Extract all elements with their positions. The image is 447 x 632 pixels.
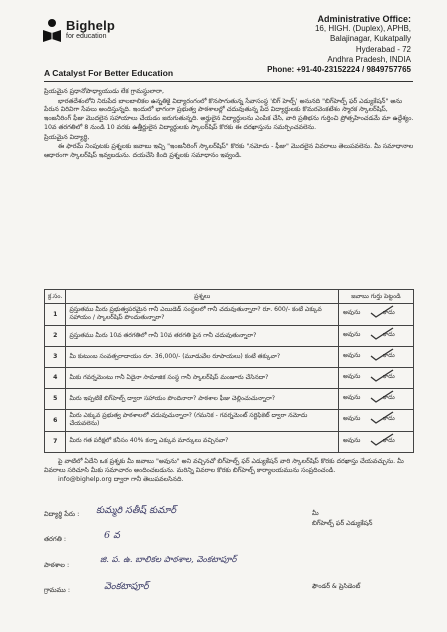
answer-cell[interactable]: [339, 388, 414, 409]
office-title: Administrative Office:: [317, 14, 411, 24]
header-divider: [44, 81, 413, 82]
signature-line-2: బిగ్‌హెల్ప్ ఫర్ ఎడ్యుకేషన్: [312, 520, 373, 527]
student-greeting: ప్రియమైన విద్యార్థి,: [44, 133, 90, 141]
row-question: మీ కుటుంబ సంవత్సరాదాయం రూ. 36,000/- (మూడువేల రూపాయలు) కంటే తక్కువా?: [66, 346, 339, 367]
row-number: 3: [45, 346, 66, 367]
row-number: 7: [45, 431, 66, 452]
office-address: [251, 14, 411, 75]
letter-body: [44, 88, 414, 162]
closing-text: [44, 458, 414, 486]
row-number: 6: [45, 409, 66, 431]
yes-option[interactable]: అవును: [343, 414, 361, 422]
table-row: [45, 367, 414, 388]
village-field[interactable]: వెంకటాపూర్: [104, 581, 149, 592]
row-number: 4: [45, 367, 66, 388]
address-line: Hyderabad - 72: [355, 44, 411, 54]
table-row: [45, 325, 414, 346]
student-name-field[interactable]: కుమ్మరి సతీష్ కుమార్: [96, 505, 177, 516]
tagline: A Catalyst For Better Education: [44, 68, 174, 78]
table-row: [45, 346, 414, 367]
signature-line-1: మీ: [312, 510, 319, 517]
address-line: 16, HIGH. (Duplex), APHB,: [314, 24, 411, 34]
signature-title: ఫౌండర్ & ప్రెసిడెంట్: [312, 583, 361, 590]
answer-cell[interactable]: [339, 431, 414, 452]
yes-option[interactable]: అవును: [343, 351, 361, 359]
no-option[interactable]: కాదు: [383, 309, 395, 316]
school-label: పాఠశాల :: [44, 561, 70, 569]
no-option[interactable]: కాదు: [383, 436, 395, 444]
row-number: 1: [45, 304, 66, 326]
row-question: మీకు గవర్నమెంటు గానీ ఏదైనా సామాజిక సంస్థ గానీ స్కాలర్‌షిప్ మంజూరు చేసినదా?: [66, 367, 339, 388]
row-question: ప్రస్తుతము మీరు ప్రభుత్వపరమైన గానీ ఎయిడెడ్ సంస్థలలో గానీ చదువుతున్నారా? రూ. 600/- కంటే ఎక్కువ సహాయం / స్కాలర్‌షిప్ పొందుతున్నారా?: [66, 304, 339, 326]
instructions-paragraph: ఈ ఫారమ్ నింపుటకు ప్రశ్నలకు జవాబు ఇచ్చి "ఇంజనీరింగ్ స్కాలర్‌షిప్" కొరకు "నమోదు - ఫీజు" మొదలైన వివరాలు తెలుపవలెను. మీ సమాధానాల ఆధారంగా స్కాలర్‌షిప్ ఇవ్వబడును. దయచేసి కింది ప్రశ్నలకు సమాధానం ఇవ్వండి.: [44, 143, 414, 159]
yes-option[interactable]: అవును: [343, 330, 361, 338]
yes-option[interactable]: అవును: [343, 393, 361, 401]
student-name-label: విద్యార్థి పేరు :: [44, 510, 80, 518]
logo-title: Bighelp: [66, 18, 116, 33]
answer-cell[interactable]: [339, 346, 414, 367]
class-label: తరగతి :: [44, 535, 67, 543]
row-question: మీరు ఇప్పటికే బిగ్‌హెల్ప్ ద్వారా సహాయం పొందినారా? పాఠశాల ఫీజు చెల్లించుచున్నారా?: [66, 388, 339, 409]
table-row: [45, 304, 414, 326]
answer-cell[interactable]: [339, 304, 414, 326]
eligibility-table: [44, 289, 414, 453]
address-line: Andhra Pradesh, INDIA: [327, 54, 411, 64]
closing-paragraph: పై వాటిలో ఏదేని ఒక ప్రశ్నకు మీ జవాబు "అవును" అని వచ్చినచో బిగ్‌హెల్ప్ ఫర్ ఎడ్యుకేషన్ వారి స్కాలర్‌షిప్ కొరకు దరఖాస్తు చేయవచ్చును. మీ వివరాలు సరిచూసి మీకు సమాచారం అందించబడును. మరిన్ని వివరాల కొరకు బిగ్‌హెల్ప్ కార్యాలయమును సంప్రదించండి.: [44, 458, 404, 474]
no-option[interactable]: కాదు: [383, 330, 395, 338]
no-option[interactable]: కాదు: [383, 393, 395, 401]
row-number: 5: [45, 388, 66, 409]
table-row: [45, 388, 414, 409]
yes-option[interactable]: అవును: [343, 436, 361, 444]
no-option[interactable]: కాదు: [383, 351, 395, 359]
contact-line: info@bighelp.org ద్వారా గానీ తెలుపవలసినది.: [58, 476, 184, 484]
bighelp-logo: [42, 16, 116, 46]
salutation: ప్రియమైన ప్రధానోపాధ్యాయుడు లేక గ్రామస్థులారా,: [44, 88, 165, 95]
row-number: 2: [45, 325, 66, 346]
no-option[interactable]: కాదు: [383, 372, 395, 380]
logo-subtitle: for education: [66, 33, 107, 40]
table-row: [45, 409, 414, 431]
row-question: ప్రస్తుతము మీరు 10వ తరగతిలో గానీ 10వ తరగతి పైన గానీ చదువుతున్నారా?: [66, 325, 339, 346]
header-question: ప్రశ్నలు: [66, 290, 339, 304]
yes-option[interactable]: అవును: [343, 309, 361, 316]
answer-cell[interactable]: [339, 409, 414, 431]
row-question: మీరు ఎక్కువ ప్రభుత్వ పాఠశాలలో చదువుచున్నారా? (గమనిక - గవర్నమెంట్ సర్టిఫికెట్ ద్వారా నమోదు చేయవలెను): [66, 409, 339, 431]
intro-paragraph: భారతదేశంలోని నిరుపేద బాలబాలికల ఉన్నతికై విద్యారంగంలో కొనసాగుతున్న సేవాసంస్థ 'బిగ్ హెల్ప్' అనునది "బిగ్‌హెల్ప్ ఫర్ ఎడ్యుకేషన్" అను పేరున విరివిగా సేవలు అందిస్తున్నది. ఇందులో భాగంగా ప్రభుత్వ పాఠశాలల్లో చదువుతున్న పేద విద్యార్థులకు కొమరవెంకటేశం స్మారక స్కాలర్‌షిప్, ఇంజనీరింగ్ ఫీజు మొదలైన సహాయాలు చేయడం జరుగుతున్నది. అర్హులైన విద్యార్థులను ఎంపిక చేసి, వారి ప్రతిభను గుర్తించి ప్రోత్సహించడమే మా ఉద్దేశ్యం. 10వ తరగతిలో 8 నుండి 10 వరకు ఉత్తీర్ణులైన విద్యార్థులకు స్కాలర్‌షిప్ కొరకు ఈ దరఖాస్తును సమర్పించవలెను.: [44, 97, 414, 131]
header-serial: క్ర.సం.: [45, 290, 66, 304]
answer-cell[interactable]: [339, 325, 414, 346]
answer-cell[interactable]: [339, 367, 414, 388]
table-row: [45, 431, 414, 452]
phone-number: Phone: +91-40-23152224 / 9849757765: [267, 65, 411, 75]
yes-option[interactable]: అవును: [343, 372, 361, 380]
class-field[interactable]: 6 వ: [104, 530, 120, 541]
table-header-row: [45, 290, 414, 304]
row-question: మీరు గత పరీక్షలో కనీసం 40% కన్నా ఎక్కువ మార్కులు వచ్చినవా?: [66, 431, 339, 452]
no-option[interactable]: కాదు: [383, 414, 395, 422]
address-line: Balajinagar, Kukatpally: [330, 34, 411, 44]
village-label: గ్రామము :: [44, 586, 71, 594]
header-answer: జవాబు గుర్తు పెట్టండి: [339, 290, 414, 304]
school-field[interactable]: జి. ప. ఉ. బాలికల పాఠశాల, వెంకటాపూర్: [100, 555, 237, 565]
book-person-icon: [42, 18, 62, 44]
